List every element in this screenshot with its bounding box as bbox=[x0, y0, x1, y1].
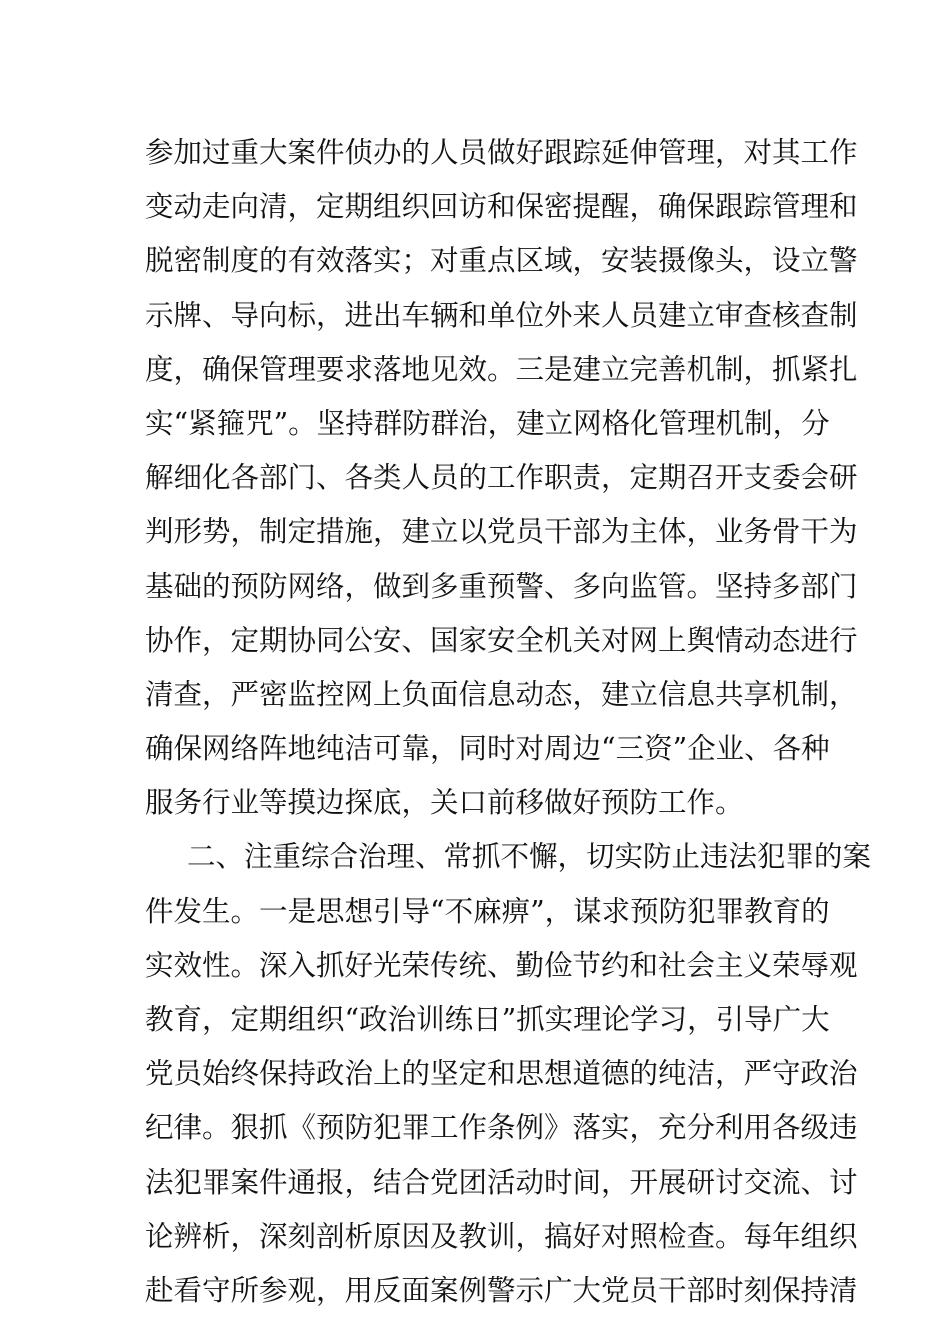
text-line: 脱密制度的有效落实；对重点区域，安装摄像头，设立警 bbox=[145, 244, 858, 278]
text-line: 党员始终保持政治上的坚定和思想道德的纯洁，严守政治 bbox=[145, 1057, 858, 1091]
text-line: 论辨析，深刻剖析原因及教训，搞好对照检查。每年组织 bbox=[145, 1219, 858, 1253]
text-line: 解细化各部门、各类人员的工作职责，定期召开支委会研 bbox=[145, 461, 858, 495]
text-line: 服务行业等摸边探底，关口前移做好预防工作。 bbox=[145, 786, 744, 820]
paragraph-1 bbox=[145, 126, 858, 830]
text-line: 教育，定期组织“政治训练日”抓实理论学习，引导广大 bbox=[145, 1003, 830, 1036]
paragraph-2 bbox=[145, 830, 872, 1318]
text-line: 件发生。一是思想引导“不麻痹”，谋求预防犯罪教育的 bbox=[145, 894, 830, 928]
text-line: 实“紧箍咒”。坚持群防群治，建立网格化管理机制，分 bbox=[145, 406, 830, 440]
text-line: 度，确保管理要求落地见效。三是建立完善机制，抓紧扎 bbox=[145, 352, 858, 386]
text-line: 赴看守所参观，用反面案例警示广大党员干部时刻保持清 bbox=[145, 1273, 858, 1307]
text-line: 清查，严密监控网上负面信息动态，建立信息共享机制， bbox=[145, 677, 858, 711]
text-line: 纪律。狠抓《预防犯罪工作条例》落实，充分利用各级违 bbox=[145, 1111, 858, 1145]
text-line: 参加过重大案件侦办的人员做好跟踪延伸管理，对其工作 bbox=[145, 136, 858, 169]
text-line: 二、注重综合治理、常抓不懈，切实防止违法犯罪的案 bbox=[187, 840, 872, 874]
text-line: 示牌、导向标，进出车辆和单位外来人员建立审查核查制 bbox=[145, 298, 858, 332]
text-line: 变动走向清，定期组织回访和保密提醒，确保跟踪管理和 bbox=[145, 190, 858, 224]
text-line: 确保网络阵地纯洁可靠，同时对周边“三资”企业、各种 bbox=[145, 732, 830, 766]
text-line: 判形势，制定措施，建立以党员干部为主体，业务骨干为 bbox=[145, 515, 858, 549]
text-line: 实效性。深入抓好光荣传统、勤俭节约和社会主义荣辱观 bbox=[145, 948, 858, 982]
text-line: 基础的预防网络，做到多重预警、多向监管。坚持多部门 bbox=[145, 569, 858, 603]
body-text bbox=[145, 126, 872, 1318]
text-line: 法犯罪案件通报，结合党团活动时间，开展研讨交流、讨 bbox=[145, 1165, 858, 1199]
text-line: 协作，定期协同公安、国家安全机关对网上舆情动态进行 bbox=[145, 623, 858, 657]
